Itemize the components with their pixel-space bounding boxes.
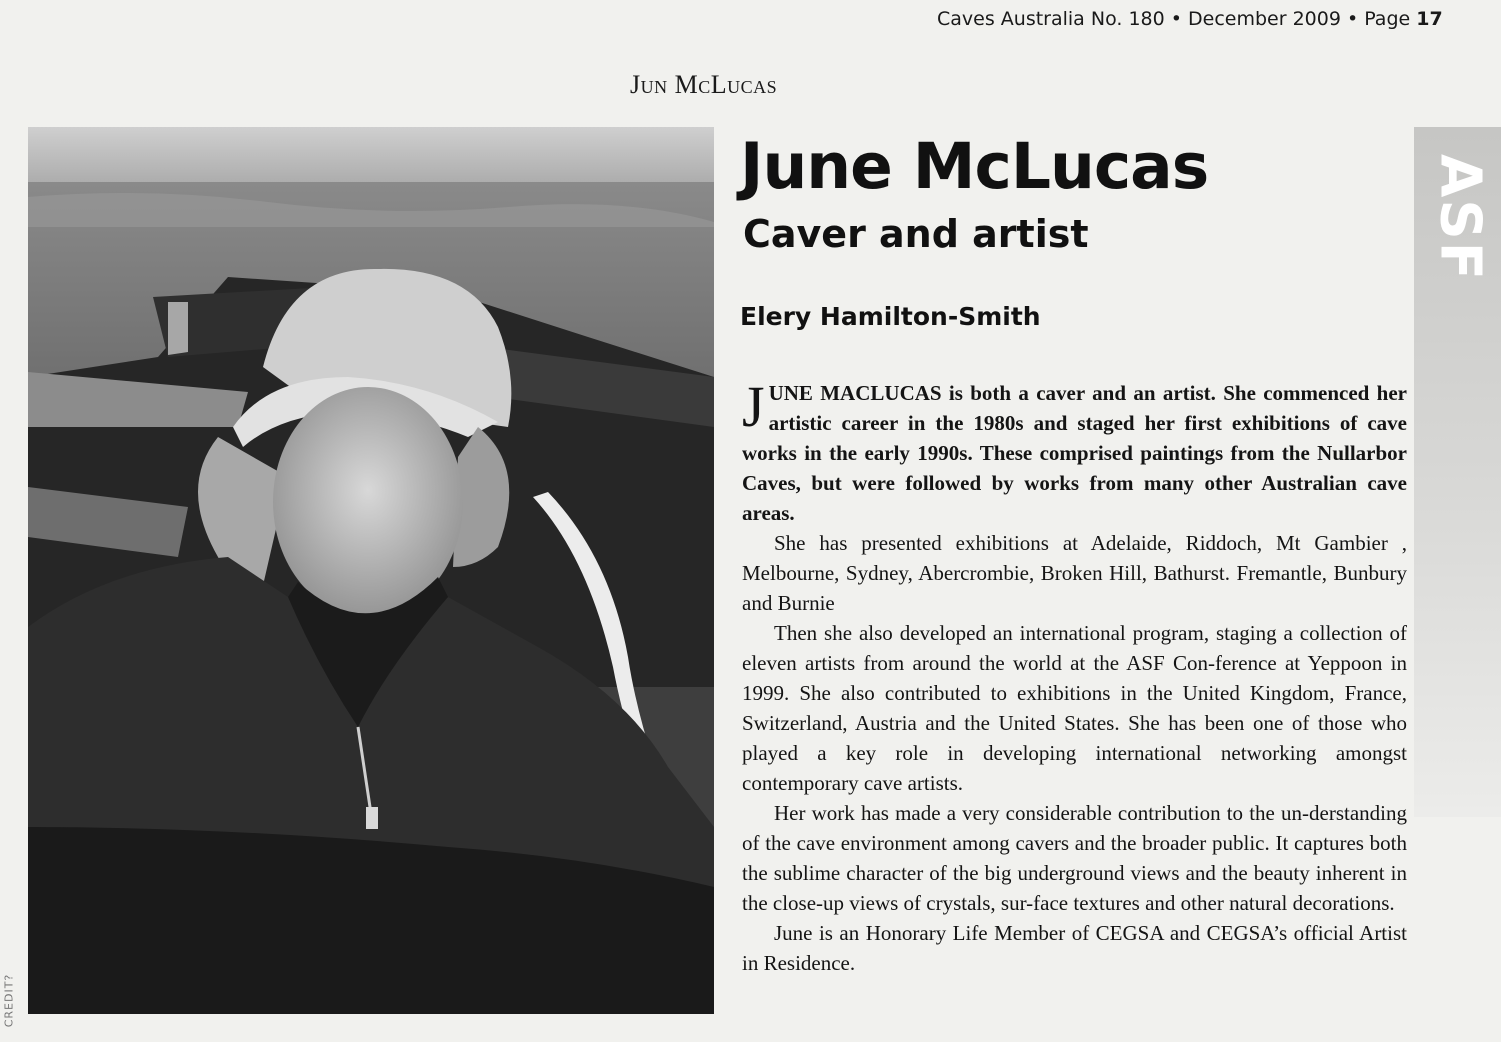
lead-paragraph — [742, 374, 1407, 528]
publication-line: Caves Australia No. 180 • December 2009 • Page — [937, 8, 1417, 30]
photo-credit: CREDIT? — [2, 973, 16, 1028]
page-number: 17 — [1416, 8, 1443, 30]
article-title: June McLucas — [740, 130, 1209, 203]
body-paragraph: Her work has made a very considerable contribution to the un-derstanding of the cave environment among cavers and the broader public. It captures both the sublime character of the big underground views and the beauty inherent in the close-up views of crystals, sur-face textures and other natural decorations. — [742, 801, 1407, 915]
photo-caption-name: Jun McLucas — [630, 70, 778, 99]
body-paragraph: Then she also developed an international program, staging a collection of eleven artists from around the world at the ASF Con-ference at Yeppoon in 1999. She also contributed to exhibitions in the United Kingdom, France, Switzerland, Austria and the United States. She has been one of those who played a key role in developing international networking amongst contemporary cave artists. — [742, 621, 1407, 795]
lead-text: UNE MACLUCAS is both a caver and an artist. She commenced her artistic career in the 1980s and staged her first exhibitions of cave works in the early 1990s. These comprised paintings from the Nullarbor Caves, but were followed by works from many other Australian cave areas. — [742, 381, 1407, 525]
portrait-photo — [28, 127, 714, 1014]
article-subtitle: Caver and artist — [743, 212, 1089, 256]
article-author: Elery Hamilton-Smith — [740, 302, 1041, 331]
body-paragraph: She has presented exhibitions at Adelaide, Riddoch, Mt Gambier , Melbourne, Sydney, Abercrombie, Broken Hill, Bathurst. Fremantle, Bunbury and Burnie — [742, 531, 1407, 615]
article-body — [742, 374, 1407, 978]
running-header — [937, 8, 1443, 30]
body-paragraph: June is an Honorary Life Member of CEGSA and CEGSA’s official Artist in Residence. — [742, 921, 1407, 975]
asf-label: ASF — [1427, 154, 1493, 282]
drop-cap: J — [742, 374, 765, 439]
